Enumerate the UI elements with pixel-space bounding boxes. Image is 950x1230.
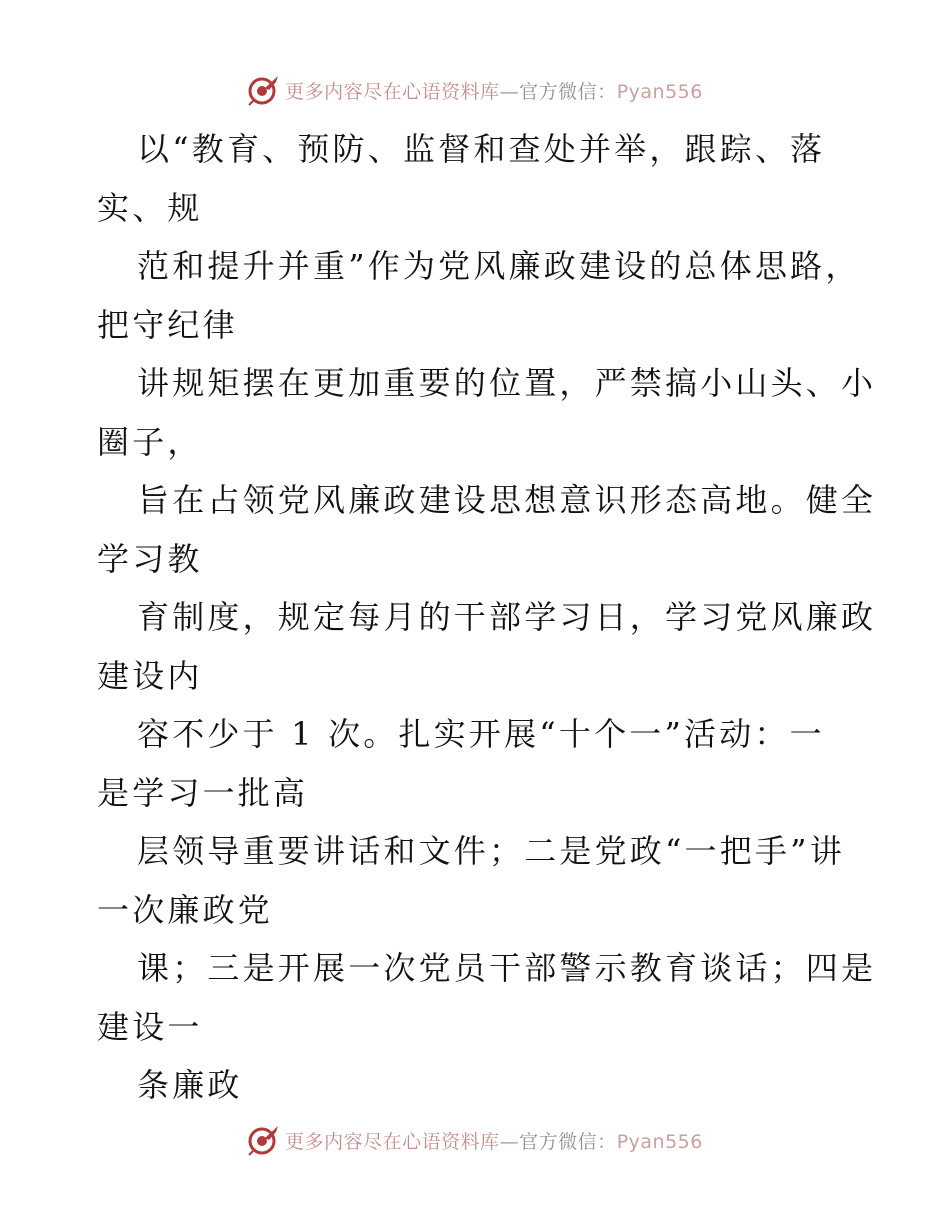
paragraph-line: 层领导重要讲话和文件；二是党政“一把手”讲 xyxy=(137,832,845,870)
paragraph-line: 学习教 xyxy=(97,539,203,578)
footer-watermark xyxy=(0,1120,950,1160)
paragraph-line: 实、规 xyxy=(97,188,203,227)
watermark-dash: — xyxy=(499,80,520,103)
paragraph-line: 讲规矩摆在更加重要的位置，严禁搞小山头、小 xyxy=(137,364,877,402)
paragraph-line: 育制度，规定每月的干部学习日，学习党风廉政 xyxy=(137,598,877,636)
watermark-text xyxy=(285,77,703,104)
watermark-main: 更多内容尽在心语资料库 xyxy=(285,80,500,103)
paragraph-line: 圈子， xyxy=(97,422,203,461)
paragraph-line: 旨在占领党风廉政建设思想意识形态高地。健全 xyxy=(137,481,877,519)
paragraph-line: 是学习一批高 xyxy=(97,773,309,812)
paragraph-line: 范和提升并重”作为党风廉政建设的总体思路， xyxy=(137,247,861,285)
paragraph-line: 一次廉政党 xyxy=(97,890,274,929)
paragraph-line: 建设一 xyxy=(97,1007,203,1046)
watermark-dash: — xyxy=(499,1130,520,1153)
watermark-wechat-id: Pyan556 xyxy=(616,1130,703,1153)
paragraph-line: 建设内 xyxy=(97,656,203,695)
watermark-official: 官方微信： xyxy=(519,80,617,103)
quill-pen-seal-icon xyxy=(247,1123,281,1157)
header-watermark xyxy=(0,70,950,110)
paragraph-line: 条廉政 xyxy=(137,1066,243,1104)
paragraph-line: 容不少于 1 次。扎实开展“十个一”活动：一 xyxy=(137,715,825,753)
watermark-wechat-id: Pyan556 xyxy=(616,80,703,103)
watermark-official: 官方微信： xyxy=(519,1130,617,1153)
paragraph-line: 把守纪律 xyxy=(97,305,238,344)
paragraph-line: 以“教育、预防、监督和查处并举，跟踪、落 xyxy=(137,130,826,168)
paragraph-line: 课；三是开展一次党员干部警示教育谈话；四是 xyxy=(137,949,877,987)
quill-pen-seal-icon xyxy=(247,73,281,107)
watermark-text xyxy=(285,1127,703,1154)
document-body xyxy=(97,120,877,1115)
watermark-main: 更多内容尽在心语资料库 xyxy=(285,1130,500,1153)
